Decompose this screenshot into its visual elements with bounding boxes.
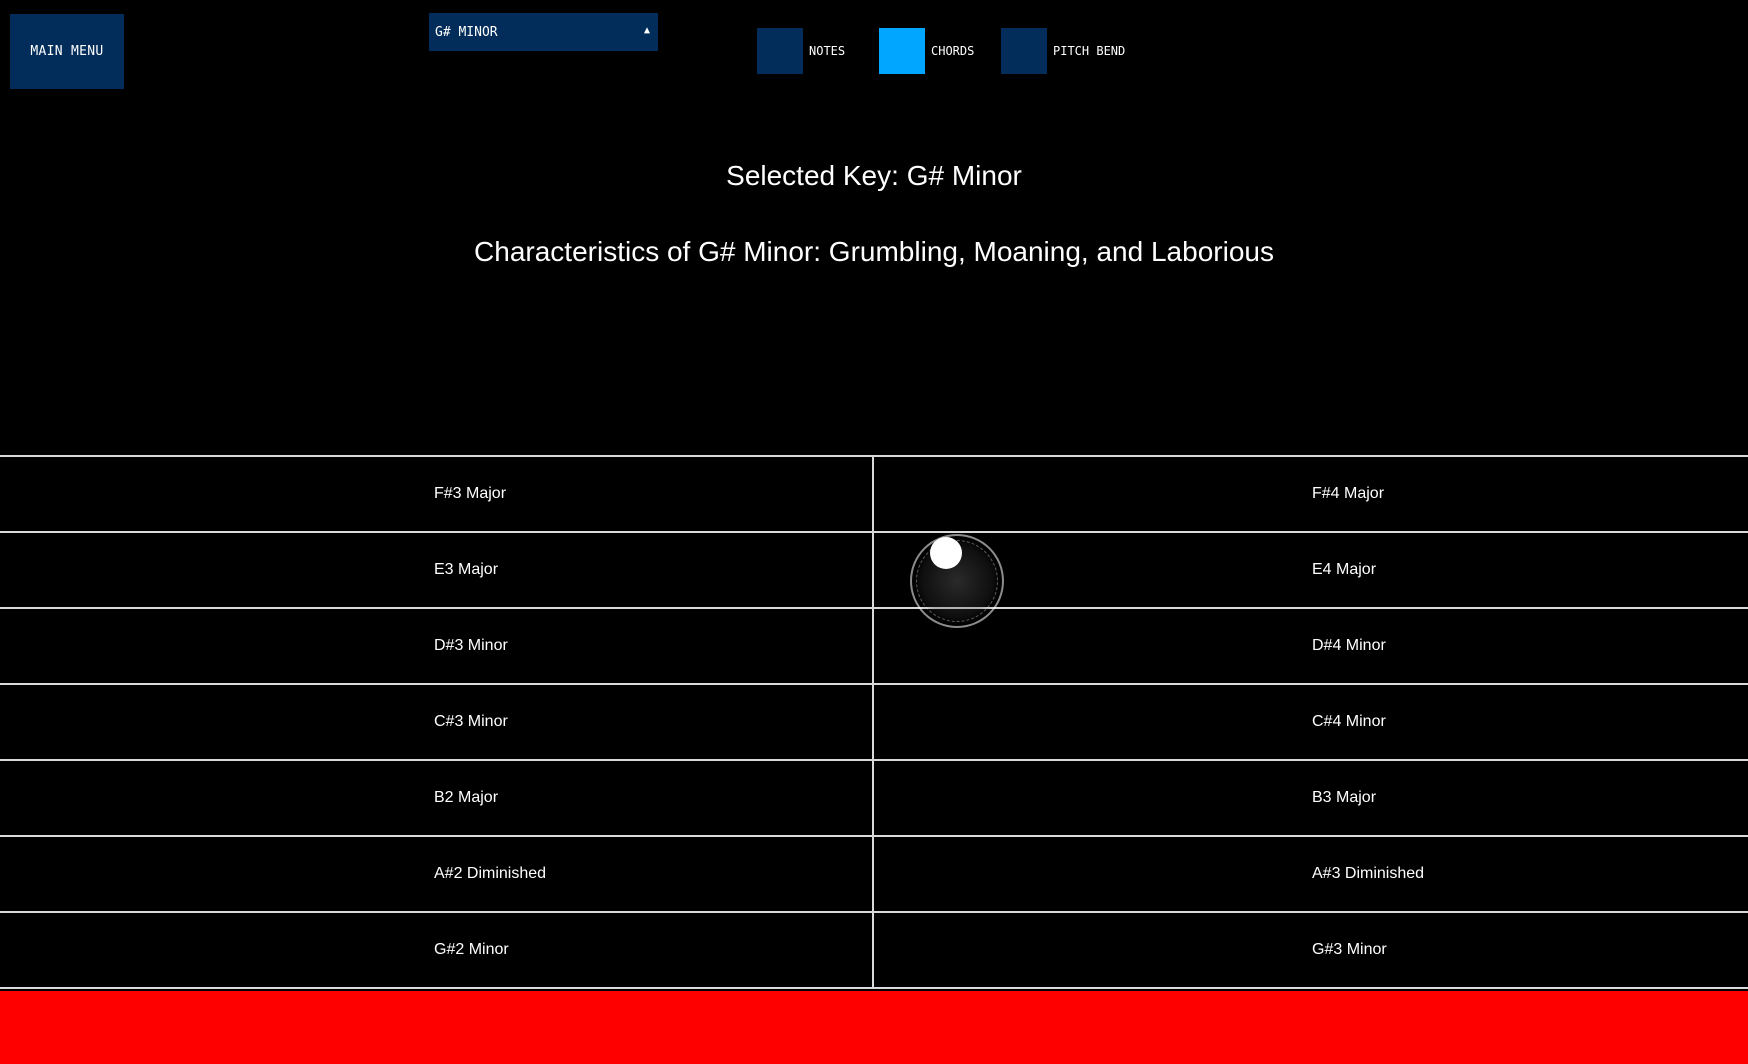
chord-pad[interactable]: [874, 457, 1748, 531]
chords-toggle-box[interactable]: [879, 28, 925, 74]
chord-pad[interactable]: [0, 761, 874, 835]
key-characteristics-text: Characteristics of G# Minor: Grumbling, Moaning, and Laborious: [474, 236, 1274, 267]
notes-toggle[interactable]: [757, 28, 845, 74]
chord-label: G#2 Minor: [434, 941, 509, 958]
touch-cursor-icon: [930, 537, 962, 569]
chord-label: F#4 Major: [1312, 485, 1385, 502]
chord-label: D#4 Minor: [1312, 637, 1386, 654]
chord-pad[interactable]: [874, 685, 1748, 759]
chord-row: [0, 609, 1748, 685]
chord-pad[interactable]: [0, 913, 874, 987]
caret-up-icon: ▲: [643, 25, 650, 36]
chord-pad[interactable]: [0, 837, 874, 911]
chord-row: [0, 761, 1748, 837]
chord-pad[interactable]: [874, 609, 1748, 683]
chord-pad[interactable]: [0, 609, 874, 683]
pitch-bend-toggle[interactable]: [1001, 28, 1125, 74]
chord-label: G#3 Minor: [1312, 941, 1387, 958]
chords-toggle-label: CHORDS: [931, 44, 975, 58]
footer-bar: [0, 991, 1748, 1064]
chord-pad[interactable]: [0, 685, 874, 759]
chord-label: B3 Major: [1312, 789, 1377, 806]
chord-pad[interactable]: [874, 761, 1748, 835]
chord-pad[interactable]: [0, 533, 874, 607]
key-dropdown[interactable]: [429, 13, 658, 51]
chord-row: [0, 837, 1748, 913]
chord-label: E3 Major: [434, 561, 499, 578]
chord-pad[interactable]: [874, 533, 1748, 607]
chord-label: D#3 Minor: [434, 637, 508, 654]
chord-row: [0, 457, 1748, 533]
chords-toggle[interactable]: [879, 28, 974, 74]
chord-pad[interactable]: [0, 457, 874, 531]
chord-label: B2 Major: [434, 789, 499, 806]
main-menu-button[interactable]: MAIN MENU: [10, 14, 124, 89]
key-dropdown-value: G# MINOR: [435, 24, 498, 40]
pitch-bend-toggle-label: PITCH BEND: [1053, 44, 1126, 58]
chord-label: C#4 Minor: [1312, 713, 1386, 730]
chord-row: [0, 533, 1748, 609]
selected-key-text: Selected Key: G# Minor: [726, 160, 1022, 191]
pitch-bend-toggle-box[interactable]: [1001, 28, 1047, 74]
chord-grid: [0, 455, 1748, 989]
chord-label: E4 Major: [1312, 561, 1377, 578]
chord-label: A#2 Diminished: [434, 865, 547, 882]
chord-label: C#3 Minor: [434, 713, 508, 730]
chord-label: A#3 Diminished: [1312, 865, 1425, 882]
notes-toggle-box[interactable]: [757, 28, 803, 74]
chord-pad[interactable]: [874, 913, 1748, 987]
notes-toggle-label: NOTES: [809, 44, 846, 58]
chord-row: [0, 913, 1748, 989]
chord-pad[interactable]: [874, 837, 1748, 911]
chord-label: F#3 Major: [434, 485, 507, 502]
chord-row: [0, 685, 1748, 761]
